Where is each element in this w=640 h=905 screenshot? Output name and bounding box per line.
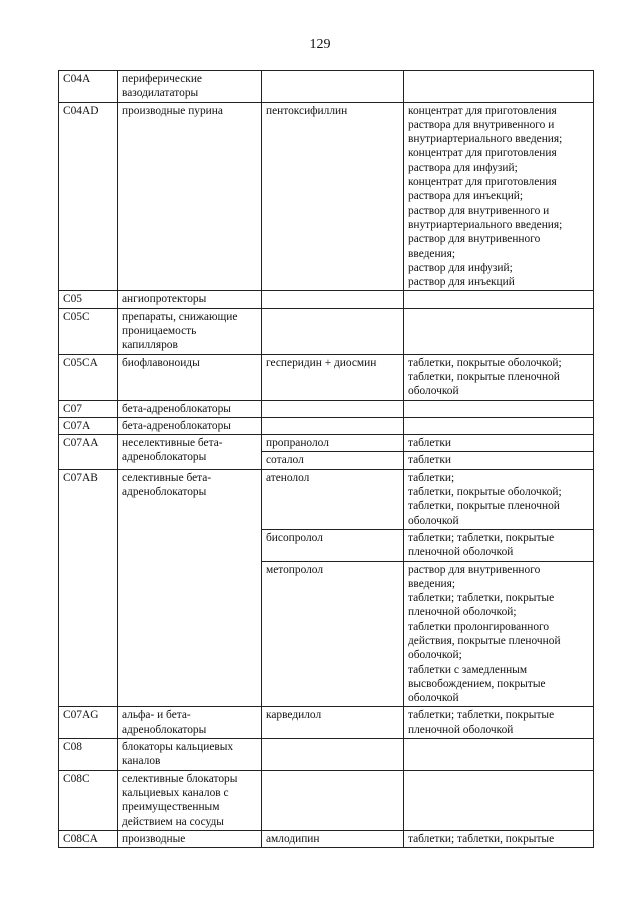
group-name-cell: препараты, снижающие проницаемость капилляров <box>118 308 262 354</box>
drug-name-cell <box>262 400 404 417</box>
drug-name-cell: бисопролол <box>262 529 404 561</box>
table-body <box>59 71 594 848</box>
dosage-form-cell: концентрат для приготовления раствора для внутривенного и внутриартериального введения; концентрат для приготовления раствора для инфузий; концентрат для приготовления раствора для инъекций; раствор для внутривенного и внутриартериального введения; раствор для внутривенного введения; раствор для инфузий; раствор для инъекций <box>404 102 594 291</box>
drug-table <box>58 70 594 848</box>
dosage-form-cell <box>404 71 594 103</box>
atc-code-cell: C05 <box>59 291 118 308</box>
drug-name-cell <box>262 417 404 434</box>
drug-name-cell <box>262 739 404 771</box>
atc-code-cell: C04A <box>59 71 118 103</box>
table-row <box>59 308 594 354</box>
atc-code-cell: C07AA <box>59 435 118 470</box>
group-name-cell: альфа- и бета- адреноблокаторы <box>118 707 262 739</box>
drug-name-cell: пропранолол <box>262 435 404 452</box>
drug-name-cell: атенолол <box>262 469 404 529</box>
drug-name-cell <box>262 291 404 308</box>
dosage-form-cell: таблетки, покрытые оболочкой; таблетки, покрытые пленочной оболочкой <box>404 354 594 400</box>
dosage-form-cell: таблетки; таблетки, покрытые пленочной оболочкой <box>404 529 594 561</box>
atc-code-cell: C07 <box>59 400 118 417</box>
group-name-cell: бета-адреноблокаторы <box>118 400 262 417</box>
dosage-form-cell <box>404 308 594 354</box>
group-name-cell: селективные блокаторы кальциевых каналов с преимущественным действием на сосуды <box>118 770 262 830</box>
dosage-form-cell: таблетки; таблетки, покрытые пленочной оболочкой <box>404 707 594 739</box>
drug-name-cell <box>262 770 404 830</box>
table-row <box>59 354 594 400</box>
group-name-cell: производные <box>118 830 262 847</box>
table-row <box>59 71 594 103</box>
atc-code-cell: C08CA <box>59 830 118 847</box>
drug-name-cell: метопролол <box>262 561 404 707</box>
group-name-cell: биофлавоноиды <box>118 354 262 400</box>
dosage-form-cell <box>404 770 594 830</box>
dosage-form-cell <box>404 400 594 417</box>
drug-name-cell: гесперидин + диосмин <box>262 354 404 400</box>
table-row <box>59 469 594 529</box>
dosage-form-cell: таблетки <box>404 452 594 469</box>
table-row <box>59 770 594 830</box>
group-name-cell: селективные бета- адреноблокаторы <box>118 469 262 707</box>
dosage-form-cell <box>404 739 594 771</box>
drug-name-cell: карведилол <box>262 707 404 739</box>
atc-code-cell: C05CA <box>59 354 118 400</box>
group-name-cell: ангиопротекторы <box>118 291 262 308</box>
table-row <box>59 102 594 291</box>
dosage-form-cell: таблетки <box>404 435 594 452</box>
atc-code-cell: C04AD <box>59 102 118 291</box>
drug-name-cell <box>262 71 404 103</box>
dosage-form-cell: раствор для внутривенного введения; таблетки; таблетки, покрытые пленочной оболочкой; таблетки пролонгированного действия, покрытые пленочной оболочкой; таблетки с замедленным высвобождением, покрытые оболочкой <box>404 561 594 707</box>
dosage-form-cell <box>404 291 594 308</box>
atc-code-cell: C07AB <box>59 469 118 707</box>
table-row <box>59 739 594 771</box>
drug-name-cell: пентоксифиллин <box>262 102 404 291</box>
atc-code-cell: C05C <box>59 308 118 354</box>
table-row <box>59 830 594 847</box>
table-row <box>59 707 594 739</box>
drug-name-cell: соталол <box>262 452 404 469</box>
table-row <box>59 417 594 434</box>
group-name-cell: бета-адреноблокаторы <box>118 417 262 434</box>
group-name-cell: неселективные бета- адреноблокаторы <box>118 435 262 470</box>
atc-code-cell: C07A <box>59 417 118 434</box>
atc-code-cell: C08 <box>59 739 118 771</box>
page-number: 129 <box>309 37 331 52</box>
dosage-form-cell: таблетки; таблетки, покрытые оболочкой; таблетки, покрытые пленочной оболочкой <box>404 469 594 529</box>
table-row <box>59 291 594 308</box>
table-row <box>59 400 594 417</box>
group-name-cell: периферические вазодилататоры <box>118 71 262 103</box>
drug-name-cell: амлодипин <box>262 830 404 847</box>
group-name-cell: блокаторы кальциевых каналов <box>118 739 262 771</box>
table-row <box>59 435 594 452</box>
atc-code-cell: C07AG <box>59 707 118 739</box>
dosage-form-cell <box>404 417 594 434</box>
drug-name-cell <box>262 308 404 354</box>
atc-code-cell: C08C <box>59 770 118 830</box>
group-name-cell: производные пурина <box>118 102 262 291</box>
dosage-form-cell: таблетки; таблетки, покрытые <box>404 830 594 847</box>
